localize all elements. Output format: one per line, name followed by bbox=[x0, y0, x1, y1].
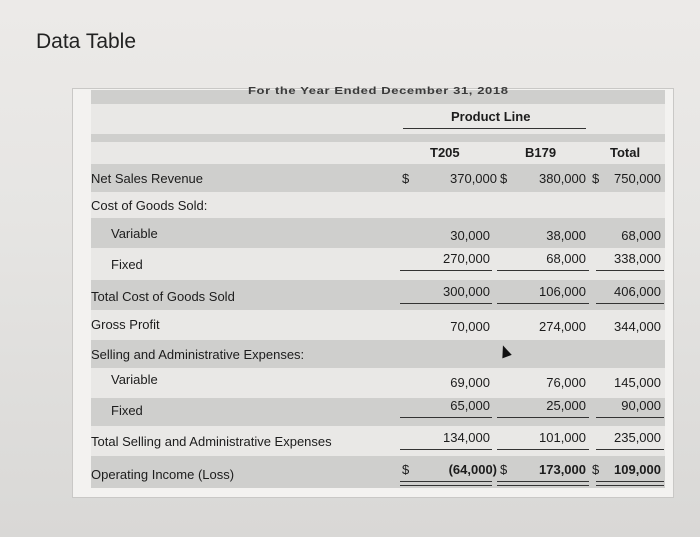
currency-symbol: $ bbox=[592, 462, 600, 477]
cell-t205: 370,000 bbox=[450, 171, 497, 186]
row-label: Total Selling and Administrative Expenses bbox=[91, 434, 332, 449]
currency-symbol: $ bbox=[500, 171, 508, 186]
cell-total: 344,000 bbox=[614, 319, 661, 334]
header-spacer-band bbox=[91, 134, 665, 142]
row-label: Variable bbox=[111, 226, 158, 241]
section-label: Selling and Administrative Expenses: bbox=[91, 347, 305, 362]
cell-b179: 101,000 bbox=[539, 430, 586, 445]
cell-t205: 70,000 bbox=[450, 319, 490, 334]
currency-symbol: $ bbox=[592, 171, 600, 186]
cell-t205: 69,000 bbox=[450, 375, 490, 390]
cell-total: 750,000 bbox=[614, 171, 661, 186]
product-line-header: Product Line bbox=[451, 109, 531, 124]
cell-b179: 25,000 bbox=[546, 398, 586, 413]
cell-t205: (64,000) bbox=[448, 462, 497, 477]
currency-symbol: $ bbox=[500, 462, 508, 477]
cell-total: 235,000 bbox=[614, 430, 661, 445]
row-label: Total Cost of Goods Sold bbox=[91, 289, 235, 304]
row-label: Fixed bbox=[111, 403, 143, 418]
cell-b179: 106,000 bbox=[539, 284, 586, 299]
cell-total: 406,000 bbox=[614, 284, 661, 299]
cell-t205: 30,000 bbox=[450, 228, 490, 243]
window-title: Data Table bbox=[36, 30, 137, 53]
row-label: Fixed bbox=[111, 257, 143, 272]
cell-t205: 270,000 bbox=[443, 251, 490, 266]
row-label: Operating Income (Loss) bbox=[91, 467, 235, 482]
row-label: Variable bbox=[111, 372, 158, 387]
cell-b179: 380,000 bbox=[539, 171, 586, 186]
currency-symbol: $ bbox=[402, 171, 410, 186]
cell-total: 90,000 bbox=[621, 398, 661, 413]
col-header-b179: B179 bbox=[525, 145, 557, 160]
col-header-total: Total bbox=[610, 145, 641, 160]
cell-total: 338,000 bbox=[614, 251, 661, 266]
product-line-band bbox=[91, 104, 665, 134]
cell-t205: 300,000 bbox=[443, 284, 490, 299]
cell-b179: 38,000 bbox=[546, 228, 586, 243]
row-label: Gross Profit bbox=[91, 317, 160, 332]
cell-b179: 173,000 bbox=[539, 462, 586, 477]
cell-t205: 134,000 bbox=[443, 430, 490, 445]
section-label: Cost of Goods Sold: bbox=[91, 198, 208, 213]
row-label: Net Sales Revenue bbox=[91, 171, 204, 186]
column-header-band bbox=[91, 142, 665, 164]
cell-total: 68,000 bbox=[621, 228, 661, 243]
cell-total: 109,000 bbox=[614, 462, 661, 477]
cell-total: 145,000 bbox=[614, 375, 661, 390]
table-caption: For the Year Ended December 31, 2018 bbox=[248, 84, 509, 97]
cell-b179: 68,000 bbox=[546, 251, 586, 266]
col-header-t205: T205 bbox=[430, 145, 460, 160]
cell-t205: 65,000 bbox=[450, 398, 490, 413]
currency-symbol: $ bbox=[402, 462, 410, 477]
cell-b179: 274,000 bbox=[539, 319, 586, 334]
cell-b179: 76,000 bbox=[546, 375, 586, 390]
